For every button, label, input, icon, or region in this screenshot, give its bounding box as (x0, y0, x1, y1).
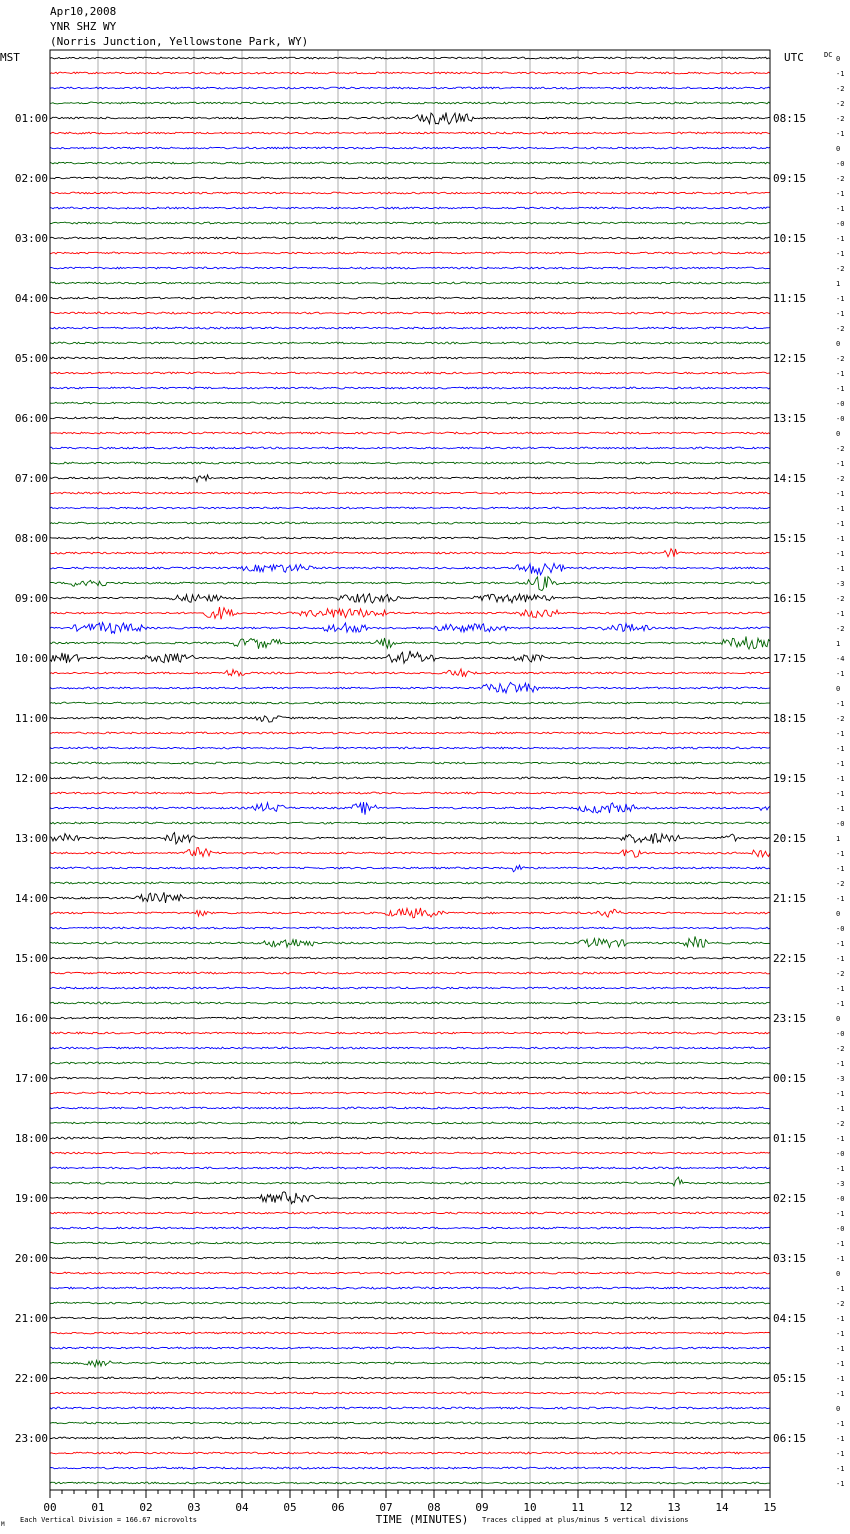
trace-line (50, 1047, 770, 1049)
x-axis-label: TIME (MINUTES) (375, 1513, 469, 1526)
dc-offset-label: -1 (836, 940, 845, 948)
trace-line (50, 387, 770, 389)
trace-line (50, 607, 770, 619)
dc-offset-label: -2 (836, 715, 845, 723)
trace-line (50, 927, 770, 929)
dc-offset-label: -1 (836, 850, 845, 858)
dc-column-label: DC (824, 51, 833, 59)
trace-line (50, 1062, 770, 1064)
trace-line (50, 1377, 770, 1379)
mst-hour-label: 07:00 (14, 472, 48, 485)
dc-offset-label: 0 (836, 430, 841, 438)
trace-line (50, 492, 770, 494)
dc-offset-label: -1 (836, 295, 845, 303)
utc-hour-label: 20:15 (773, 832, 807, 845)
trace-line (50, 1242, 770, 1244)
utc-hour-label: 01:15 (773, 1132, 807, 1145)
x-tick-label: 03 (187, 1501, 201, 1514)
dc-offset-label: 0 (836, 1405, 841, 1413)
trace-line (50, 1152, 770, 1154)
dc-offset-label: -1 (836, 1390, 845, 1398)
trace-line (50, 1107, 770, 1109)
dc-offset-label: -1 (836, 505, 845, 513)
utc-hour-label: 09:15 (773, 172, 807, 185)
corner-mark: M (1, 1521, 5, 1528)
trace-line (50, 848, 770, 858)
trace-line (50, 507, 770, 509)
right-axis-label: UTC (784, 51, 804, 64)
station-code: YNR SHZ WY (50, 20, 117, 33)
dc-offset-label: -1 (836, 1420, 845, 1428)
mst-hour-label: 08:00 (14, 532, 48, 545)
dc-offset-label: -1 (836, 955, 845, 963)
trace-line (50, 177, 770, 179)
trace-line (50, 777, 770, 779)
dc-offset-label: 0 (836, 1015, 841, 1023)
dc-offset-label: -2 (836, 85, 845, 93)
trace-line (50, 1137, 770, 1139)
x-tick-label: 09 (475, 1501, 489, 1514)
dc-offset-label: -0 (836, 820, 845, 828)
utc-hour-label: 12:15 (773, 352, 807, 365)
trace-line (50, 822, 770, 824)
dc-offset-label: -1 (836, 1330, 845, 1338)
trace-line (50, 327, 770, 329)
mst-hour-label: 15:00 (14, 952, 48, 965)
dc-offset-label: -1 (836, 895, 845, 903)
dc-offset-label: -1 (836, 1210, 845, 1218)
dc-offset-label: 0 (836, 910, 841, 918)
mst-hour-label: 06:00 (14, 412, 48, 425)
dc-offset-label: 0 (836, 685, 841, 693)
trace-line (50, 987, 770, 989)
dc-offset-label: -3 (836, 1180, 845, 1188)
x-tick-label: 00 (43, 1501, 57, 1514)
trace-line (50, 447, 770, 449)
mst-hour-label: 12:00 (14, 772, 48, 785)
trace-line (50, 113, 770, 125)
dc-offset-label: -1 (836, 520, 845, 528)
dc-offset-label: -2 (836, 625, 845, 633)
x-tick-label: 15 (763, 1501, 777, 1514)
dc-offset-label: -1 (836, 1345, 845, 1353)
dc-offset-label: -1 (836, 310, 845, 318)
mst-hour-label: 17:00 (14, 1072, 48, 1085)
dc-offset-label: -1 (836, 565, 845, 573)
utc-hour-label: 23:15 (773, 1012, 807, 1025)
utc-hour-label: 19:15 (773, 772, 807, 785)
trace-line (50, 87, 770, 89)
dc-offset-label: -0 (836, 1225, 845, 1233)
dc-offset-label: -2 (836, 445, 845, 453)
dc-offset-label: -2 (836, 1045, 845, 1053)
dc-offset-label: 0 (836, 1270, 841, 1278)
dc-offset-label: -3 (836, 1075, 845, 1083)
trace-line (50, 957, 770, 959)
dc-offset-label: -1 (836, 490, 845, 498)
trace-line (50, 312, 770, 314)
trace-line (50, 1287, 770, 1289)
trace-line (50, 1332, 770, 1334)
trace-line (50, 1122, 770, 1124)
trace-line (50, 908, 770, 918)
utc-hour-label: 06:15 (773, 1432, 807, 1445)
trace-line (50, 865, 770, 872)
trace-line (50, 622, 770, 633)
dc-offset-label: -1 (836, 1435, 845, 1443)
dc-offset-label: -1 (836, 190, 845, 198)
dc-offset-label: -1 (836, 1105, 845, 1113)
dc-offset-label: -2 (836, 100, 845, 108)
x-tick-label: 14 (715, 1501, 729, 1514)
trace-line (50, 537, 770, 539)
trace-line (50, 207, 770, 209)
dc-offset-label: -2 (836, 355, 845, 363)
dc-offset-label: -1 (836, 1315, 845, 1323)
dc-offset-label: -1 (836, 760, 845, 768)
mst-hour-label: 23:00 (14, 1432, 48, 1445)
x-tick-label: 04 (235, 1501, 249, 1514)
clip-note: Traces clipped at plus/minus 5 vertical divisions (482, 1516, 689, 1524)
dc-offset-label: -2 (836, 325, 845, 333)
trace-line (50, 147, 770, 149)
dc-offset-label: 1 (836, 640, 841, 648)
x-tick-label: 02 (139, 1501, 153, 1514)
trace-line (50, 669, 770, 677)
trace-line (50, 1467, 770, 1469)
mst-hour-label: 09:00 (14, 592, 48, 605)
trace-line (50, 792, 770, 794)
x-tick-label: 07 (379, 1501, 393, 1514)
trace-line (50, 162, 770, 164)
utc-hour-label: 22:15 (773, 952, 807, 965)
trace-line (50, 732, 770, 734)
scale-note: Each Vertical Division = 166.67 microvolts (20, 1516, 198, 1524)
dc-offset-label: -1 (836, 1255, 845, 1263)
mst-hour-label: 21:00 (14, 1312, 48, 1325)
dc-offset-label: -1 (836, 1000, 845, 1008)
dc-offset-label: -0 (836, 160, 845, 168)
trace-line (50, 563, 770, 575)
trace-line (50, 892, 770, 903)
trace-line (50, 1482, 770, 1484)
trace-line (50, 802, 770, 815)
dc-offset-label: -4 (836, 655, 845, 663)
dc-offset-label: -1 (836, 700, 845, 708)
mst-hour-label: 01:00 (14, 112, 48, 125)
trace-line (50, 577, 770, 591)
dc-offset-label: -1 (836, 1285, 845, 1293)
trace-line (50, 747, 770, 749)
dc-offset-label: -1 (836, 790, 845, 798)
dc-offset-label: -1 (836, 550, 845, 558)
mst-hour-label: 02:00 (14, 172, 48, 185)
utc-hour-label: 03:15 (773, 1252, 807, 1265)
dc-offset-label: -0 (836, 415, 845, 423)
dc-offset-label: 1 (836, 280, 841, 288)
trace-line (50, 936, 770, 947)
utc-hour-label: 00:15 (773, 1072, 807, 1085)
mst-hour-label: 13:00 (14, 832, 48, 845)
trace-line (50, 1257, 770, 1259)
mst-hour-label: 03:00 (14, 232, 48, 245)
trace-line (50, 1212, 770, 1214)
dc-offset-label: 0 (836, 145, 841, 153)
x-tick-label: 06 (331, 1501, 345, 1514)
dc-offset-label: -2 (836, 1300, 845, 1308)
mst-hour-label: 14:00 (14, 892, 48, 905)
trace-line (50, 57, 770, 59)
trace-line (50, 72, 770, 74)
mst-hour-label: 20:00 (14, 1252, 48, 1265)
utc-hour-label: 11:15 (773, 292, 807, 305)
dc-offset-label: -1 (836, 1360, 845, 1368)
station-location: (Norris Junction, Yellowstone Park, WY) (50, 35, 309, 48)
trace-line (50, 1092, 770, 1094)
trace-line (50, 1227, 770, 1229)
dc-offset-label: -1 (836, 670, 845, 678)
utc-hour-label: 15:15 (773, 532, 807, 545)
trace-line (50, 1317, 770, 1319)
trace-line (50, 252, 770, 254)
mst-hour-label: 19:00 (14, 1192, 48, 1205)
x-tick-label: 10 (523, 1501, 537, 1514)
dc-offset-label: -1 (836, 730, 845, 738)
dc-offset-label: -1 (836, 385, 845, 393)
trace-line (50, 651, 770, 663)
trace-line (50, 1077, 770, 1079)
utc-hour-label: 18:15 (773, 712, 807, 725)
trace-line (50, 102, 770, 104)
dc-offset-label: -1 (836, 1480, 845, 1488)
trace-line (50, 1167, 770, 1169)
trace-line (50, 1392, 770, 1394)
x-tick-label: 13 (667, 1501, 681, 1514)
trace-line (50, 357, 770, 359)
trace-line (50, 1452, 770, 1454)
trace-line (50, 1017, 770, 1019)
dc-offset-label: -1 (836, 70, 845, 78)
x-tick-label: 05 (283, 1501, 297, 1514)
dc-offset-label: -2 (836, 115, 845, 123)
trace-line (50, 716, 770, 722)
dc-offset-label: -1 (836, 1450, 845, 1458)
dc-offset-label: -1 (836, 1135, 845, 1143)
dc-offset-label: -1 (836, 1375, 845, 1383)
trace-line (50, 762, 770, 764)
dc-offset-label: -1 (836, 745, 845, 753)
trace-line (50, 132, 770, 134)
trace-line (50, 972, 770, 974)
dc-offset-label: -1 (836, 235, 845, 243)
trace-line (50, 1272, 770, 1274)
mst-hour-label: 22:00 (14, 1372, 48, 1385)
trace-line (50, 1032, 770, 1034)
trace-line (50, 297, 770, 299)
dc-offset-label: -0 (836, 925, 845, 933)
utc-hour-label: 21:15 (773, 892, 807, 905)
trace-line (50, 882, 770, 884)
trace-line (50, 267, 770, 269)
dc-offset-label: -1 (836, 1240, 845, 1248)
trace-line (50, 237, 770, 239)
utc-hour-label: 02:15 (773, 1192, 807, 1205)
dc-offset-label: -0 (836, 400, 845, 408)
dc-offset-label: -1 (836, 130, 845, 138)
utc-hour-label: 08:15 (773, 112, 807, 125)
trace-line (50, 432, 770, 434)
dc-offset-label: -1 (836, 1165, 845, 1173)
dc-offset-label: -1 (836, 805, 845, 813)
dc-offset-label: 0 (836, 340, 841, 348)
trace-line (50, 1302, 770, 1304)
dc-offset-label: -2 (836, 970, 845, 978)
dc-offset-label: -2 (836, 595, 845, 603)
trace-line (50, 833, 770, 844)
trace-line (50, 594, 770, 603)
trace-line (50, 702, 770, 704)
trace-line (50, 417, 770, 419)
dc-offset-label: 0 (836, 55, 841, 63)
dc-offset-label: 1 (836, 835, 841, 843)
dc-offset-label: -1 (836, 370, 845, 378)
trace-line (50, 1407, 770, 1409)
dc-offset-label: -0 (836, 1150, 845, 1158)
mst-hour-label: 05:00 (14, 352, 48, 365)
x-tick-label: 11 (571, 1501, 585, 1514)
dc-offset-label: -0 (836, 1195, 845, 1203)
trace-line (50, 402, 770, 404)
dc-offset-label: -1 (836, 775, 845, 783)
dc-offset-label: -2 (836, 265, 845, 273)
trace-line (50, 636, 770, 649)
dc-offset-label: -1 (836, 610, 845, 618)
dc-offset-label: -2 (836, 175, 845, 183)
dc-offset-label: -2 (836, 880, 845, 888)
trace-line (50, 549, 770, 557)
dc-offset-label: -3 (836, 580, 845, 588)
trace-line (50, 1192, 770, 1204)
trace-line (50, 1347, 770, 1349)
utc-hour-label: 13:15 (773, 412, 807, 425)
plot-frame (50, 50, 770, 1490)
dc-offset-label: -0 (836, 1030, 845, 1038)
trace-line (50, 475, 770, 482)
utc-hour-label: 05:15 (773, 1372, 807, 1385)
trace-line (50, 462, 770, 464)
utc-hour-label: 14:15 (773, 472, 807, 485)
plot-date: Apr10,2008 (50, 5, 117, 18)
dc-offset-label: -1 (836, 250, 845, 258)
axis-labels (15, 55, 845, 1514)
utc-hour-label: 10:15 (773, 232, 807, 245)
trace-line (50, 522, 770, 524)
trace-line (50, 1177, 770, 1186)
trace-line (50, 372, 770, 374)
dc-offset-label: -1 (836, 865, 845, 873)
dc-offset-label: -1 (836, 460, 845, 468)
dc-offset-label: -1 (836, 535, 845, 543)
x-tick-label: 08 (427, 1501, 441, 1514)
dc-offset-label: -0 (836, 220, 845, 228)
utc-hour-label: 17:15 (773, 652, 807, 665)
trace-line (50, 192, 770, 194)
trace-line (50, 1002, 770, 1004)
dc-offset-label: -2 (836, 475, 845, 483)
trace-line (50, 282, 770, 284)
dc-offset-label: -1 (836, 985, 845, 993)
utc-hour-label: 16:15 (773, 592, 807, 605)
trace-lines (50, 57, 770, 1484)
trace-line (50, 682, 770, 693)
dc-offset-label: -1 (836, 1060, 845, 1068)
trace-line (50, 1360, 770, 1367)
dc-offset-label: -1 (836, 1090, 845, 1098)
trace-line (50, 1437, 770, 1439)
trace-line (50, 342, 770, 344)
left-axis-label: MST (0, 51, 20, 64)
x-tick-label: 12 (619, 1501, 633, 1514)
dc-offset-label: -1 (836, 1465, 845, 1473)
mst-hour-label: 10:00 (14, 652, 48, 665)
mst-hour-label: 04:00 (14, 292, 48, 305)
trace-line (50, 222, 770, 224)
mst-hour-label: 18:00 (14, 1132, 48, 1145)
dc-offset-label: -2 (836, 1120, 845, 1128)
trace-line (50, 1422, 770, 1424)
x-tick-label: 01 (91, 1501, 105, 1514)
utc-hour-label: 04:15 (773, 1312, 807, 1325)
dc-offset-label: -1 (836, 205, 845, 213)
mst-hour-label: 16:00 (14, 1012, 48, 1025)
mst-hour-label: 11:00 (14, 712, 48, 725)
